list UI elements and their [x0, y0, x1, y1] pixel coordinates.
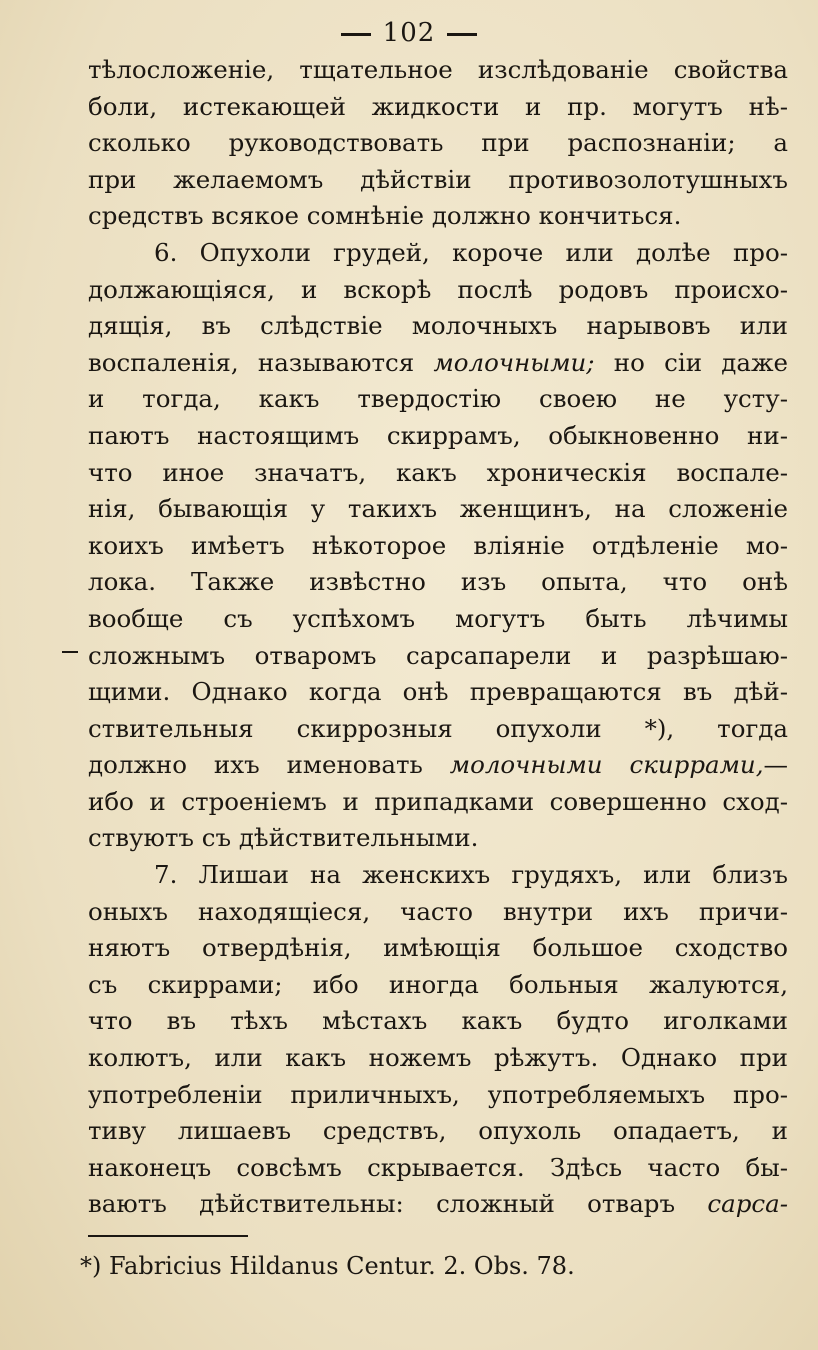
- text-segment: сколько руководствовать при распознаніи; а: [88, 128, 788, 158]
- text-segment: что въ тѣхъ мѣстахъ какъ будто иголками: [88, 1006, 788, 1036]
- text-segment: средствъ всякое сомнѣніе должно кончиться.: [88, 201, 682, 231]
- body-text: [88, 52, 788, 1223]
- text-segment: и тогда, какъ твердостію своею не усту-: [88, 384, 788, 414]
- text-segment: 6. Опухоли грудей, короче или долѣе про-: [154, 237, 788, 267]
- text-segment: съ скиррами; ибо иногда больныя жалуются,: [88, 969, 788, 999]
- text-segment: оныхъ находящіеся, часто внутри ихъ причи-: [88, 896, 788, 926]
- text-line: [88, 1077, 788, 1114]
- text-segment: что иное значатъ, какъ хроническія воспале-: [88, 457, 788, 487]
- text-line: [88, 198, 788, 235]
- text-segment: паютъ настоящимъ скиррамъ, обыкновенно ни-: [88, 420, 788, 450]
- text-segment: должающіяся, и вскорѣ послѣ родовъ происхо-: [88, 274, 788, 304]
- text-line: [88, 308, 788, 345]
- text-line: [88, 528, 788, 565]
- text-line: [88, 930, 788, 967]
- text-line: [88, 491, 788, 528]
- text-segment: употребленіи приличныхъ, употребляемыхъ про-: [88, 1079, 788, 1109]
- header-dash-right: [447, 33, 477, 36]
- text-line: [88, 601, 788, 638]
- text-segment: щими. Однако когда онѣ превращаются въ дѣй-: [88, 677, 788, 707]
- text-segment: сложнымъ отваромъ сарсапарели и разрѣшаю-: [88, 640, 788, 670]
- text-line: [88, 455, 788, 492]
- footnote-rule: [88, 1235, 248, 1237]
- text-line: [88, 967, 788, 1004]
- text-line: [88, 418, 788, 455]
- text-line: [88, 1003, 788, 1040]
- text-segment: коихъ имѣетъ нѣкоторое вліяніе отдѣленіе мо-: [88, 530, 788, 560]
- text-segment: дящія, въ слѣдствіе молочныхъ нарывовъ или: [88, 311, 788, 341]
- text-line: [88, 235, 788, 272]
- text-line: [88, 1186, 788, 1223]
- text-segment: при желаемомъ дѣйствіи противозолотушныхъ: [88, 164, 788, 194]
- text-line: [88, 52, 788, 89]
- text-line: [88, 564, 788, 601]
- text-line: [88, 162, 788, 199]
- text-line: [88, 747, 788, 784]
- text-line: [88, 125, 788, 162]
- page-header: [0, 18, 818, 48]
- text-segment: воспаленія, называются: [88, 347, 434, 377]
- text-line: [88, 89, 788, 126]
- text-segment: боли, истекающей жидкости и пр. могутъ нѣ-: [88, 91, 788, 121]
- text-segment: ствительныя скиррозныя опухоли *), тогда: [88, 713, 788, 743]
- text-line: [88, 345, 788, 382]
- text-line: [88, 857, 788, 894]
- text-line: [88, 1040, 788, 1077]
- text-line: [88, 711, 788, 748]
- text-segment: тѣлосложеніе, тщательное изслѣдованіе свойства: [88, 55, 788, 84]
- text-segment: —: [763, 750, 788, 780]
- text-segment: 7. Лишаи на женскихъ грудяхъ, или близъ: [154, 860, 788, 890]
- text-segment: должно ихъ именовать: [88, 750, 450, 780]
- text-line: [88, 894, 788, 931]
- text-segment: ствуютъ съ дѣйствительными.: [88, 823, 479, 853]
- text-segment: колютъ, или какъ ножемъ рѣжутъ. Однако при: [88, 1043, 788, 1073]
- text-line: [88, 1150, 788, 1187]
- footnote: *) Fabricius Hildanus Centur. 2. Obs. 78.: [80, 1252, 575, 1280]
- text-segment: нія, бывающія у такихъ женщинъ, на сложеніе: [88, 494, 788, 524]
- text-line: [88, 674, 788, 711]
- margin-mark: [62, 651, 78, 653]
- text-segment: но сіи даже: [594, 347, 788, 377]
- text-segment: ибо и строеніемъ и припадками совершенно сход-: [88, 786, 788, 816]
- text-line: [88, 784, 788, 821]
- text-line: [88, 1113, 788, 1150]
- page-number: 102: [382, 18, 436, 48]
- text-segment: лока. Также извѣстно изъ опыта, что онѣ: [88, 567, 788, 597]
- text-line: [88, 272, 788, 309]
- italic-term: сарса-: [707, 1189, 788, 1219]
- text-segment: тиву лишаевъ средствъ, опухоль опадаетъ, и: [88, 1116, 788, 1146]
- italic-term: молочными скиррами,: [449, 750, 764, 780]
- header-dash-left: [341, 33, 371, 36]
- text-line: [88, 381, 788, 418]
- text-line: [88, 820, 788, 857]
- text-segment: ваютъ дѣйствительны: сложный отваръ: [88, 1189, 708, 1219]
- text-line: [88, 638, 788, 675]
- text-segment: вообще съ успѣхомъ могутъ быть лѣчимы: [88, 603, 788, 633]
- text-segment: няютъ отвердѣнія, имѣющія большое сходство: [88, 933, 788, 963]
- text-segment: наконецъ совсѣмъ скрывается. Здѣсь часто бы-: [88, 1152, 788, 1182]
- italic-term: молочными;: [433, 347, 595, 377]
